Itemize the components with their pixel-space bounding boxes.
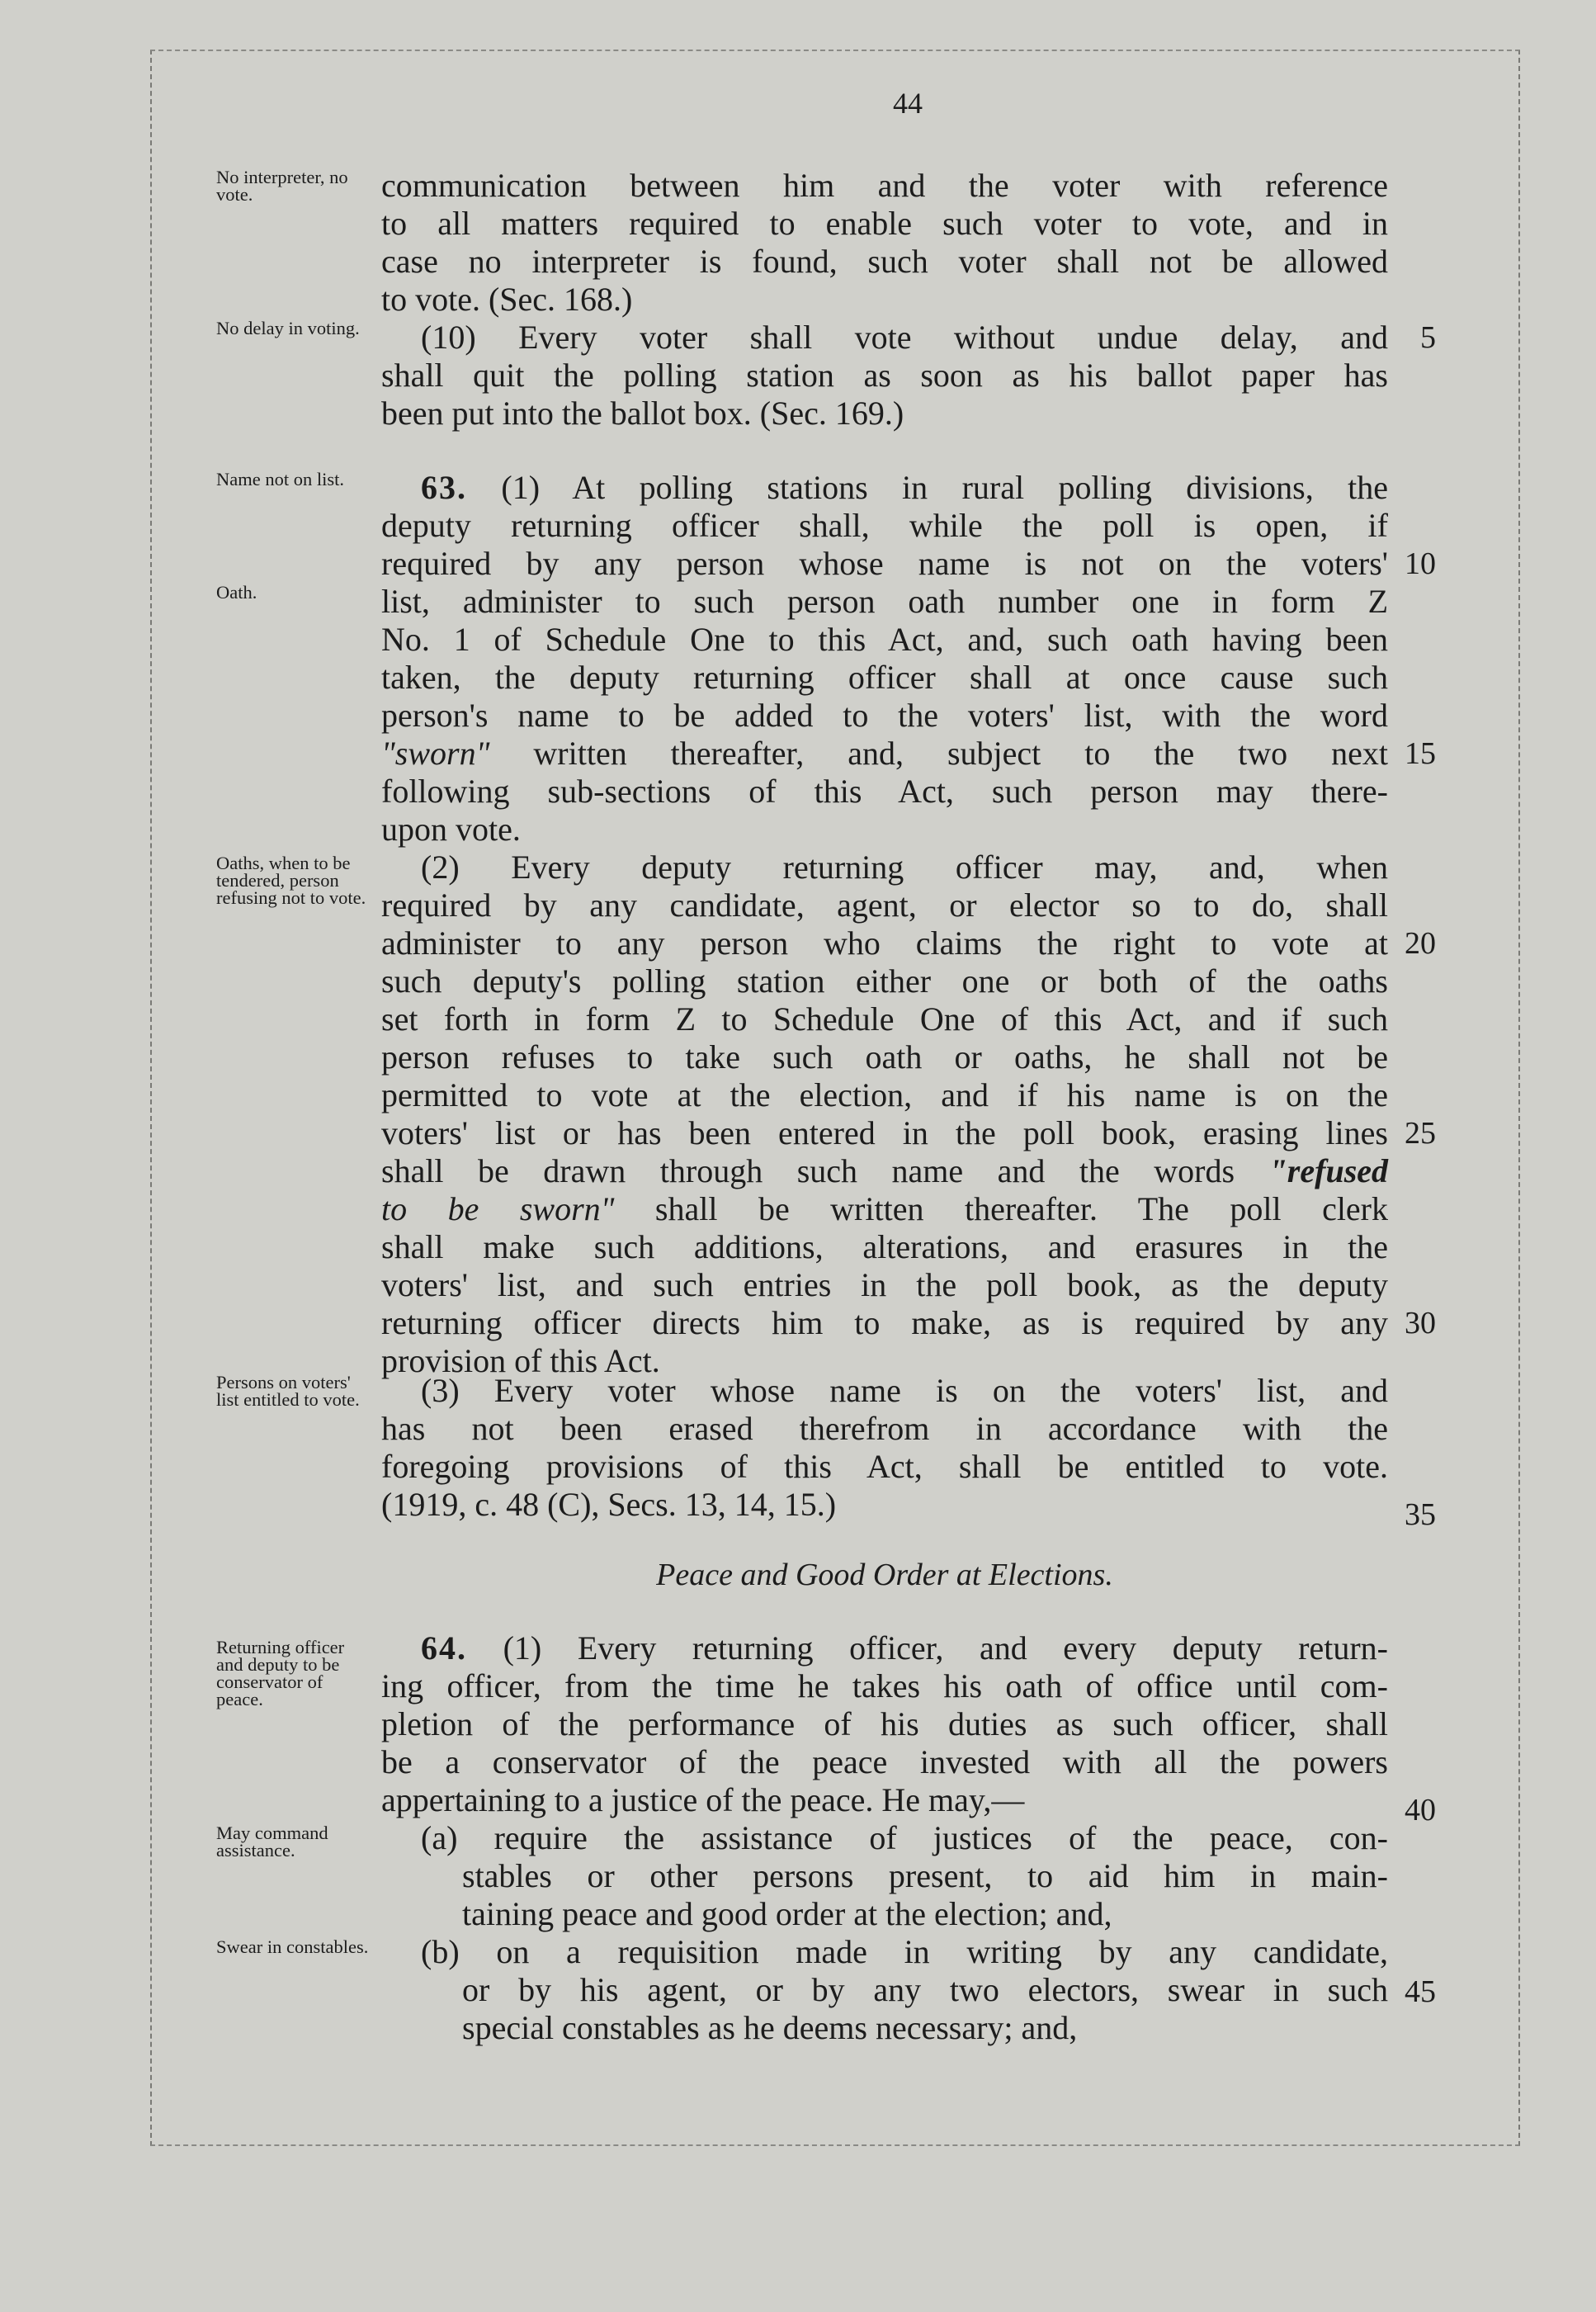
text-line: case no interpreter is found, such voter shall not be allowed <box>381 243 1388 280</box>
section-63-first-line <box>421 469 1388 507</box>
line-number: 30 <box>1405 1306 1436 1340</box>
text-span: (1) Every returning officer, and every deputy return- <box>503 1629 1388 1667</box>
text-span: (1) At polling stations in rural polling divisions, the <box>501 469 1389 506</box>
line-number: 25 <box>1405 1116 1436 1151</box>
section-heading: Peace and Good Order at Elections. <box>656 1558 1113 1592</box>
text-line: pletion of the performance of his duties as such officer, shall <box>381 1705 1388 1742</box>
text-line: administer to any person who claims the right to vote at <box>381 924 1388 962</box>
text-line: communication between him and the voter with reference <box>381 167 1388 204</box>
section-number-63: 63. <box>421 469 467 506</box>
italic-span: "sworn" <box>381 735 490 772</box>
text-line: upon vote. <box>381 811 521 848</box>
margin-note-oaths-tendered: Oaths, when to be tendered, person refusing not to vote. <box>216 853 366 908</box>
text-line: provision of this Act. <box>381 1342 660 1379</box>
section-number-64: 64. <box>421 1629 467 1667</box>
text-line: taining peace and good order at the election; and, <box>462 1895 1112 1932</box>
text-line: (2) Every deputy returning officer may, and, when <box>421 849 1388 886</box>
margin-note-name-not-on-list: Name not on list. <box>216 469 344 489</box>
line-number: 10 <box>1405 546 1436 581</box>
margin-note-swear-constables: Swear in constables. <box>216 1936 369 1957</box>
page-number: 44 <box>893 87 923 120</box>
text-line: appertaining to a justice of the peace. He may,— <box>381 1781 1025 1818</box>
text-line: foregoing provisions of this Act, shall be entitled to vote. <box>381 1448 1388 1485</box>
text-line: special constables as he deems necessary; and, <box>462 2009 1078 2046</box>
text-line: has not been erased therefrom in accordance with the <box>381 1410 1388 1447</box>
text-line: voters' list, and such entries in the poll book, as the deputy <box>381 1266 1388 1303</box>
text-line: following sub-sections of this Act, such person may there- <box>381 773 1388 810</box>
text-line: stables or other persons present, to aid him in main- <box>462 1857 1388 1894</box>
text-line: shall make such additions, alterations, and erasures in the <box>381 1228 1388 1265</box>
text-line: (3) Every voter whose name is on the voters' list, and <box>421 1372 1388 1409</box>
margin-note-conservator-of-peace: Returning officer and deputy to be conservator of peace. <box>216 1637 345 1709</box>
text-line <box>381 735 1388 773</box>
margin-note-persons-on-list: Persons on voters' list entitled to vote. <box>216 1372 360 1410</box>
text-line: required by any person whose name is not on the voters' <box>381 545 1388 582</box>
text-line: list, administer to such person oath number one in form Z <box>381 583 1388 620</box>
text-line: (b) on a requisition made in writing by any candidate, <box>421 1933 1388 1970</box>
section-64-first-line <box>421 1629 1388 1667</box>
line-number: 45 <box>1405 1974 1436 2009</box>
line-number: 5 <box>1420 320 1436 355</box>
text-line: deputy returning officer shall, while the poll is open, if <box>381 507 1388 544</box>
text-line: taken, the deputy returning officer shall at once cause such <box>381 659 1388 696</box>
text-line: (a) require the assistance of justices of the peace, con- <box>421 1819 1388 1856</box>
text-span: shall be written thereafter. The poll clerk <box>654 1190 1389 1227</box>
margin-note-command-assistance: May command assistance. <box>216 1823 328 1860</box>
margin-note-oath: Oath. <box>216 582 257 603</box>
text-line: voters' list or has been entered in the poll book, erasing lines <box>381 1114 1388 1151</box>
text-line: permitted to vote at the election, and if his name is on the <box>381 1076 1388 1113</box>
text-line: to vote. (Sec. 168.) <box>381 281 633 318</box>
text-line: been put into the ballot box. (Sec. 169.) <box>381 395 904 432</box>
text-line: shall quit the polling station as soon as his ballot paper has <box>381 357 1388 394</box>
text-line: person's name to be added to the voters' list, with the word <box>381 697 1388 734</box>
text-line: set forth in form Z to Schedule One of this Act, and if such <box>381 1000 1388 1038</box>
text-span: written thereafter, and, subject to the two next <box>533 735 1389 772</box>
line-number: 20 <box>1405 926 1436 961</box>
text-line: be a conservator of the peace invested with all the powers <box>381 1743 1388 1780</box>
text-line: (10) Every voter shall vote without undue delay, and <box>421 319 1388 356</box>
line-number: 40 <box>1405 1793 1436 1827</box>
text-line: No. 1 of Schedule One to this Act, and, such oath having been <box>381 621 1388 658</box>
margin-note-no-interpreter: No interpreter, no vote. <box>216 167 348 205</box>
text-line: to all matters required to enable such voter to vote, and in <box>381 205 1388 242</box>
text-line: such deputy's polling station either one or both of the oaths <box>381 962 1388 1000</box>
text-line: ing officer, from the time he takes his oath of office until com- <box>381 1667 1388 1704</box>
text-span: shall be drawn through such name and the words <box>381 1152 1235 1189</box>
text-line: required by any candidate, agent, or elector so to do, shall <box>381 887 1388 924</box>
line-number: 15 <box>1405 736 1436 771</box>
italic-span: to be sworn" <box>381 1190 615 1227</box>
line-number: 35 <box>1405 1497 1436 1532</box>
text-line: returning officer directs him to make, as is required by any <box>381 1304 1388 1341</box>
text-line: person refuses to take such oath or oaths, he shall not be <box>381 1038 1388 1076</box>
italic-span: "refused <box>1268 1152 1389 1189</box>
text-line <box>381 1152 1388 1190</box>
text-line: or by his agent, or by any two electors, swear in such <box>462 1971 1388 2008</box>
margin-note-no-delay: No delay in voting. <box>216 318 360 338</box>
text-line <box>381 1190 1388 1228</box>
text-line: (1919, c. 48 (C), Secs. 13, 14, 15.) <box>381 1486 837 1523</box>
